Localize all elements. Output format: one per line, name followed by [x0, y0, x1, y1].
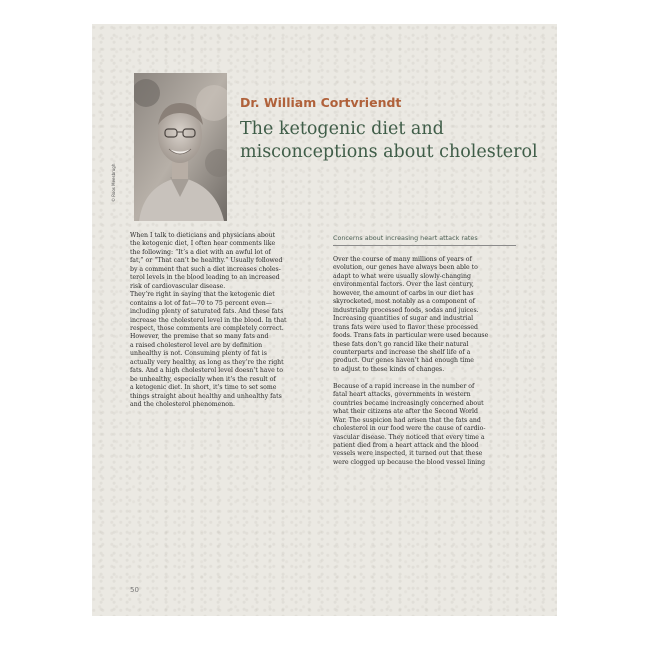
paragraph-2 — [333, 383, 523, 468]
subheading-rule — [333, 245, 516, 246]
text-line: fatal heart attacks, governments in western — [333, 391, 471, 399]
text-line: contains a lot of fat—70 to 75 percent even— — [130, 299, 272, 307]
text-line: including plenty of saturated fats. And these fats — [130, 308, 284, 316]
text-line: however, the amount of carbs in our diet has — [333, 289, 474, 297]
text-line: respect, those comments are completely correct. — [130, 324, 284, 332]
text-line: Because of a rapid increase in the number of — [333, 382, 475, 390]
text-line: a raised cholesterol level are by definition — [130, 341, 263, 349]
text-line: things straight about healthy and unhealthy fats — [130, 392, 282, 400]
text-line: were clogged up because the blood vessel lining — [333, 458, 486, 466]
text-line: trans fats were used to flavor these processed — [333, 323, 478, 331]
text-line: fat,” or “That can’t be healthy.” Usually followed — [130, 257, 283, 265]
author-name: Dr. William Cortvriendt — [240, 95, 402, 110]
title-line: The ketogenic diet and — [240, 119, 444, 139]
text-line: skyrocketed, most notably as a component of — [333, 298, 475, 306]
text-line: evolution, our genes have always been able to — [333, 264, 478, 272]
section-subheading: Concerns about increasing heart attack rates — [333, 234, 478, 242]
text-line: these fats don’t go rancid like their natural — [333, 340, 469, 348]
text-line: the ketogenic diet, I often hear comments like — [130, 240, 276, 248]
article-title — [240, 118, 540, 164]
text-line: product. Our genes haven’t had enough time — [333, 357, 474, 365]
paragraph-gap — [333, 374, 523, 382]
text-line: terol levels in the blood leading to an increased — [130, 274, 280, 282]
book-page — [92, 24, 557, 616]
text-line: what their citizens ate after the Second World — [333, 408, 478, 416]
portrait-image — [134, 73, 227, 221]
text-line: by a comment that such a diet increases choles- — [130, 265, 281, 273]
text-line: vascular disease. They noticed that every time a — [333, 433, 485, 441]
text-line: However, the premise that so many fats and — [130, 333, 269, 341]
text-line: They’re right in saying that the ketogenic diet — [130, 291, 275, 299]
text-line: counterparts and increase the shelf life of a — [333, 348, 471, 356]
paragraph-1 — [333, 256, 523, 374]
page-number: 50 — [130, 586, 139, 594]
text-line: countries became increasingly concerned about — [333, 399, 484, 407]
text-line: increase the cholesterol level in the blood. In that — [130, 316, 287, 324]
right-column-text — [333, 256, 523, 467]
text-line: When I talk to dieticians and physicians about — [130, 232, 276, 239]
text-line: unhealthy is not. Consuming plenty of fat is — [130, 350, 267, 358]
left-column-text — [130, 232, 320, 410]
text-line: and the cholesterol phenomenon. — [130, 401, 235, 409]
photo-credit: © Roos Meesbrugh — [111, 163, 116, 202]
text-line: Over the course of many millions of years of — [333, 256, 472, 263]
title-line: misconceptions about cholesterol — [240, 142, 538, 162]
text-line: cholesterol in our food were the cause of cardio- — [333, 425, 486, 433]
text-line: to adjust to these kinds of changes. — [333, 365, 445, 373]
text-line: the following: “It’s a diet with an awful lot of — [130, 248, 271, 256]
text-line: adapt to what were usually slowly-changing — [333, 272, 471, 280]
text-line: War. The suspicion had arisen that the fats and — [333, 416, 481, 424]
text-line: foods. Trans fats in particular were used because — [333, 332, 489, 340]
text-line: be unhealthy, especially when it’s the result of — [130, 375, 276, 383]
text-line: industrially processed foods, sodas and juices. — [333, 306, 479, 314]
text-line: fats. And a high cholesterol level doesn’t have to — [130, 367, 283, 375]
text-line: risk of cardiovascular disease. — [130, 282, 226, 290]
author-photo — [134, 73, 227, 221]
text-line: patient died from a heart attack and the blood — [333, 441, 479, 449]
text-line: environmental factors. Over the last century, — [333, 281, 474, 289]
text-line: a ketogenic diet. In short, it’s time to set some — [130, 384, 277, 392]
text-line: Increasing quantities of sugar and industrial — [333, 315, 474, 323]
text-line: actually very healthy, as long as they’re the right — [130, 358, 284, 366]
text-line: vessels were inspected, it turned out that these — [333, 450, 483, 458]
